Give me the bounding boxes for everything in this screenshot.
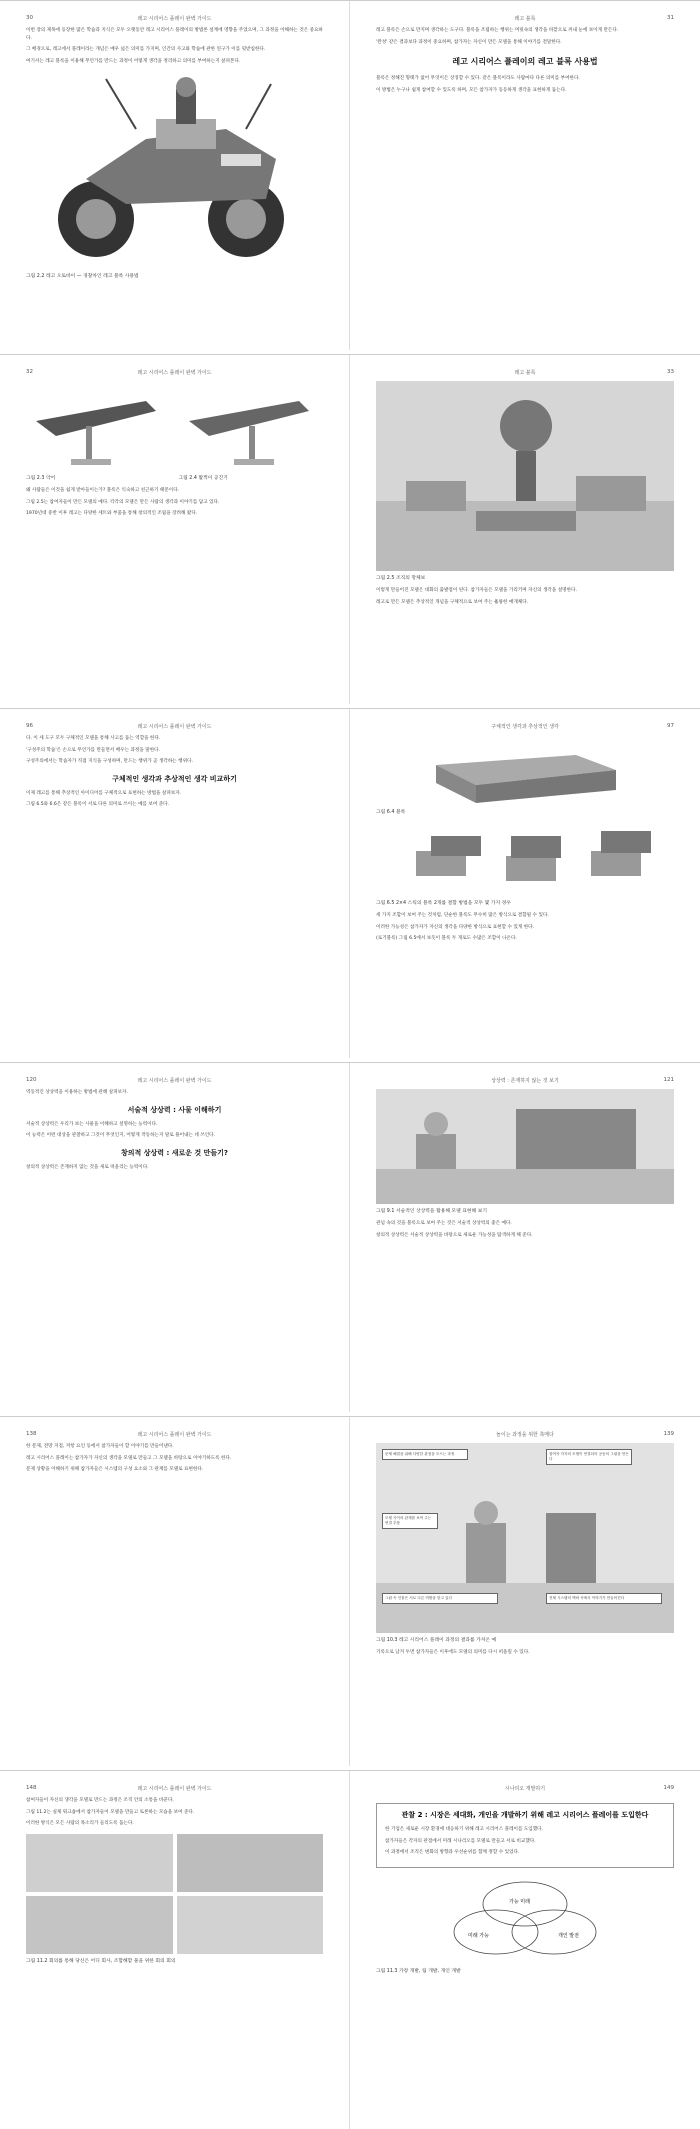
page-number: 121 bbox=[663, 1077, 674, 1083]
spread-6 bbox=[0, 1770, 700, 2129]
page-120 bbox=[0, 1063, 350, 1412]
page-number: 97 bbox=[667, 723, 674, 729]
lego-crocodile-illustration bbox=[26, 381, 166, 471]
spread-2 bbox=[0, 354, 700, 704]
paragraph: 그림 11.2는 실제 워크숍에서 참가자들이 모델을 만들고 토론하는 모습을 보여 준다. bbox=[26, 1809, 195, 1815]
motorcycle-photo bbox=[26, 69, 323, 269]
venn-diagram bbox=[376, 1874, 674, 1964]
venn-label: 가능 미래 bbox=[509, 1898, 530, 1905]
paragraph: 레고 시리어스 플레이는 참가자가 자신의 생각을 모델로 만들고 그 모델을 바탕으로 이야기하도록 한다. bbox=[26, 1455, 232, 1461]
lego-resonator-illustration bbox=[179, 381, 319, 471]
figure-caption: 그림 11.3 가장 개발, 팀 개발, 개인 개발 bbox=[376, 1968, 461, 1974]
section-heading: 구체적인 생각과 추상적인 생각 비교하기 bbox=[112, 774, 237, 783]
page-number: 120 bbox=[26, 1077, 37, 1083]
figure-caption: 그림 2.5 조직의 망체보 bbox=[376, 576, 426, 581]
figure-caption: 그림 2.2 레고 오토바이 — 경찰차인 레고 블록 사용법 bbox=[26, 274, 139, 280]
page-31 bbox=[350, 1, 700, 350]
paragraph: 레고 블록은 손으로 만지며 생각하는 도구다. 블록을 조립하는 행위는 머릿속의 생각을 바깥으로 꺼내 눈에 보이게 만든다. bbox=[376, 28, 619, 33]
figure-caption: 그림 2.3 악어 bbox=[26, 476, 56, 481]
venn-label: 미래 가능 bbox=[468, 1932, 489, 1939]
paragraph: '완성' 같은 결과보다 과정이 중요하며, 참가자는 자신이 만든 모델을 통해 이야기를 전달한다. bbox=[376, 39, 562, 45]
venn-circles bbox=[376, 1874, 674, 1964]
section-heading: 서술적 상상력 : 사물 이해하기 bbox=[127, 1105, 222, 1114]
page-number: 30 bbox=[26, 15, 33, 21]
paragraph: 서술적 상상력은 우리가 보는 사물을 이해하고 설명하는 능력이다. bbox=[26, 1121, 158, 1127]
running-head: 레고 블록 bbox=[514, 16, 536, 22]
annotation-note: 문제 해결을 위해 다양한 관점을 모으는 과정 bbox=[382, 1449, 468, 1460]
brick-combinations-illustration bbox=[376, 821, 674, 896]
paragraph: 이 능력은 어떤 대상을 관찰하고 그것이 무엇인지, 어떻게 작동하는지 말로 풀어내는 데 쓰인다. bbox=[26, 1133, 216, 1139]
workshop-photo bbox=[26, 1834, 173, 1892]
brick-combination-photo bbox=[376, 821, 674, 896]
page-number: 149 bbox=[663, 1785, 674, 1791]
page-32 bbox=[0, 355, 350, 704]
workshop-photo-grid bbox=[26, 1834, 323, 1954]
paragraph: 구성주의에서는 학습자가 직접 지식을 구성하며, 만드는 행위가 곧 생각하는 행위다. bbox=[26, 759, 193, 765]
paragraph: 이 방법은 누구나 쉽게 참여할 수 있도록 하며, 모든 참가자가 동등하게 생각을 표현하게 돕는다. bbox=[376, 87, 567, 93]
paragraph: 1970년대 중반 이후 레고는 다양한 세트와 부품을 통해 창의적인 조립을 장려해 왔다. bbox=[26, 511, 198, 517]
lego-organization-model-illustration bbox=[376, 381, 674, 571]
paragraph: 이러한 가능성은 참가자가 자신의 생각을 다양한 방식으로 표현할 수 있게 한다. bbox=[376, 924, 535, 930]
paragraph: 기록으로 남겨 두면 참가자들은 이후에도 모델의 의미를 다시 떠올릴 수 있다. bbox=[376, 1650, 530, 1655]
paragraph: 왜 사람들은 이것을 쉽게 받아들이는가? 블록은 익숙하고 친근하기 때문이다. bbox=[26, 488, 180, 493]
page-33 bbox=[350, 355, 700, 704]
paragraph: '구성주의 학습'은 손으로 무언가를 만들면서 배우는 과정을 말한다. bbox=[26, 747, 161, 753]
page-number: 148 bbox=[26, 1785, 37, 1791]
figure-caption: 그림 6.5 2×4 스틱의 블록 2개를 결합 방법을 모두 몇 가지 경우 bbox=[376, 901, 511, 906]
paragraph: 역동적인 상상력을 이용하는 방법에 관해 살펴보자. bbox=[26, 1090, 128, 1095]
crocodile-photo bbox=[26, 381, 171, 471]
annotation-note: 그림 속 인물은 서로 다른 역할을 맡고 있다 bbox=[382, 1593, 498, 1604]
descriptive-imagination-photo bbox=[376, 1089, 674, 1204]
running-head: 레고 시리어스 플레이 완벽 가이드 bbox=[137, 1078, 212, 1084]
paragraph: 여기서는 레고 블록을 이용해 무언가를 만드는 과정이 어떻게 생각을 정리하고 의미를 부여하는지 살펴본다. bbox=[26, 58, 241, 64]
lego-police-motorcycle-illustration bbox=[26, 69, 323, 269]
running-head: 레고 시리어스 플레이 완벽 가이드 bbox=[137, 1432, 212, 1438]
annotation-note: 모델 사이의 관계를 보여 주는 연결 부품 bbox=[382, 1513, 438, 1529]
paragraph: 참여자들이 자신의 생각을 모델로 만드는 과정은 조직 안의 소통을 바꾼다. bbox=[26, 1798, 174, 1803]
page-30 bbox=[0, 1, 350, 350]
paragraph: 이러한 방식은 모든 사람의 목소리가 들리도록 돕는다. bbox=[26, 1821, 134, 1827]
workshop-photo bbox=[177, 1834, 324, 1892]
page-number: 31 bbox=[667, 15, 674, 21]
running-head: 놀이는 과정을 위한 촉매다 bbox=[496, 1432, 554, 1438]
paragraph: 이번 장의 제목에 등장한 많은 학습과 지식은 모두 오랫동안 레고 시리어스 플레이의 방법론 설계에 영향을 주었으며, 그 과정을 이해하는 것은 중요하다. bbox=[26, 28, 323, 41]
spread-4 bbox=[0, 1062, 700, 1412]
page-121 bbox=[350, 1063, 700, 1412]
paragraph: 이 과정에서 조직은 변화의 방향과 우선순위를 함께 정할 수 있었다. bbox=[385, 1850, 520, 1856]
running-head: 레고 시리어스 플레이 완벽 가이드 bbox=[137, 16, 212, 22]
workshop-photo bbox=[26, 1896, 173, 1954]
page-number: 139 bbox=[663, 1431, 674, 1437]
resonator-photo bbox=[179, 381, 324, 471]
paragraph: 참가자들은 각자의 관점에서 미래 시나리오를 모델로 만들고 서로 비교했다. bbox=[385, 1838, 536, 1844]
running-head: 상상력 : 존재하지 않는 것 보기 bbox=[491, 1078, 559, 1084]
paragraph: 그 배경으로, 레고에서 플레이라는 개념은 매우 넓은 의미를 가지며, 인간의 사고와 학습에 관한 연구가 이를 뒷받침한다. bbox=[26, 47, 266, 53]
page-96 bbox=[0, 709, 350, 1058]
paragraph: 이렇게 만들어진 모델은 대화의 출발점이 된다. 참가자들은 모델을 가리키며 자신의 생각을 설명한다. bbox=[376, 588, 577, 593]
annotation-note: 참여자 각자의 모델이 연결되어 공동의 그림을 만든다 bbox=[546, 1449, 632, 1465]
page-number: 32 bbox=[26, 369, 33, 375]
paragraph: (로기블록) 그림 6.5에서 보듯이 블록 두 개로도 수많은 조합이 나온다. bbox=[376, 936, 517, 942]
section-heading: 레고 시리어스 플레이의 레고 블록 사용법 bbox=[452, 57, 598, 67]
case-study-box bbox=[376, 1803, 674, 1868]
brick-photo bbox=[376, 735, 674, 805]
running-head: 레고 시리어스 플레이 완벽 가이드 bbox=[137, 724, 212, 730]
lego-brick-illustration bbox=[376, 735, 674, 805]
paragraph: 창의적 상상력은 존재하지 않는 것을 새로 떠올리는 능력이다. bbox=[26, 1164, 149, 1170]
paragraph: 그림 6.5와 6.6은 같은 블록이 서로 다른 의미로 쓰이는 예를 보여 준다. bbox=[26, 802, 170, 808]
workshop-photo bbox=[177, 1896, 324, 1954]
page-149 bbox=[350, 1771, 700, 2129]
paragraph: 창의적 상상력은 서술적 상상력을 바탕으로 새로운 가능성을 탐색하게 해 준다. bbox=[376, 1232, 533, 1238]
paragraph: 한 문제, 전망 지점, 저항 요인 등에서 참가자들이 할 이야기를 만들어낸다. bbox=[26, 1444, 174, 1449]
paragraph: 다. 이 세 도구 모두 구체적인 모델을 통해 사고를 돕는 역할을 한다. bbox=[26, 736, 161, 741]
running-head: 시나리오 개발하기 bbox=[504, 1786, 546, 1792]
paragraph: 그림 2.5는 참여자들이 만든 모델의 예다. 각각의 모델은 만든 사람의 생각과 이야기를 담고 있다. bbox=[26, 499, 220, 505]
spread-1 bbox=[0, 0, 700, 350]
figure-caption: 그림 2.4 활쩍이 공진기 bbox=[178, 476, 228, 481]
page-number: 33 bbox=[667, 369, 674, 375]
running-head: 구체적인 생각과 추상적인 생각 bbox=[491, 724, 559, 730]
paragraph: 블록은 정해진 형태가 없어 무엇이든 상징할 수 있다. 같은 블록이라도 사람마다 다른 의미를 부여한다. bbox=[376, 76, 580, 82]
page-number: 96 bbox=[26, 723, 33, 729]
page-138 bbox=[0, 1417, 350, 1766]
paragraph: 문제 상황을 이해하기 위해 참가자들은 시스템의 구성 요소와 그 관계를 모델로 표현한다. bbox=[26, 1467, 204, 1473]
running-head: 레고 시리어스 플레이 완벽 가이드 bbox=[137, 370, 212, 376]
paragraph: 관념 속의 것을 블록으로 보여 주는 것은 서술적 상상력의 좋은 예다. bbox=[376, 1221, 512, 1226]
annotated-model-photo bbox=[376, 1443, 674, 1633]
page-97 bbox=[350, 709, 700, 1058]
paragraph: 세 가지 조합이 보여 주는 것처럼, 단순한 블록도 무수히 많은 방식으로 결합될 수 있다. bbox=[376, 913, 549, 918]
page-148 bbox=[0, 1771, 350, 2129]
spread-3 bbox=[0, 708, 700, 1058]
annotation-note: 전체 시스템의 맥락 속에서 이야기가 만들어진다 bbox=[546, 1593, 662, 1604]
lego-annotated-scene-illustration bbox=[376, 1443, 674, 1633]
figure-caption: 그림 6.4 블록 bbox=[376, 810, 406, 815]
figure-caption: 그림 11.2 회의를 통해 당신은 어디 회사, 조합해할 물을 위한 회의 회의 bbox=[26, 1958, 176, 1964]
running-head: 레고 시리어스 플레이 완벽 가이드 bbox=[137, 1786, 212, 1792]
running-head: 레고 블록 bbox=[514, 370, 536, 376]
page-139 bbox=[350, 1417, 700, 1766]
paragraph: 레고로 만든 모델은 추상적인 개념을 구체적으로 보여 주는 훌륭한 매개체다. bbox=[376, 599, 529, 605]
case-study-title: 관찰 2 : 시장은 세대화, 개인을 개발하기 위해 레고 시리어스 플레이를 도입한다 bbox=[401, 1811, 649, 1819]
page-number: 138 bbox=[26, 1431, 37, 1437]
paragraph: 한 기업은 새로운 시장 환경에 대응하기 위해 레고 시리어스 플레이를 도입했다. bbox=[385, 1827, 544, 1832]
paragraph: 이제 레고를 통해 추상적인 아이디어를 구체적으로 표현하는 방법을 살펴보자. bbox=[26, 790, 182, 796]
spread-5 bbox=[0, 1416, 700, 1766]
figure-caption: 그림 10.3 레고 시리어스 플레이 과정의 결과를 가져온 예 bbox=[376, 1638, 497, 1643]
figure-caption: 그림 9.1 서술적인 상상력을 활용해 모델 표현해 보기 bbox=[376, 1209, 487, 1214]
organization-model-photo bbox=[376, 381, 674, 571]
venn-label: 개인 발전 bbox=[558, 1932, 579, 1939]
lego-scene-illustration bbox=[376, 1089, 674, 1204]
section-heading: 창의적 상상력 : 새로운 것 만들기? bbox=[121, 1148, 228, 1157]
